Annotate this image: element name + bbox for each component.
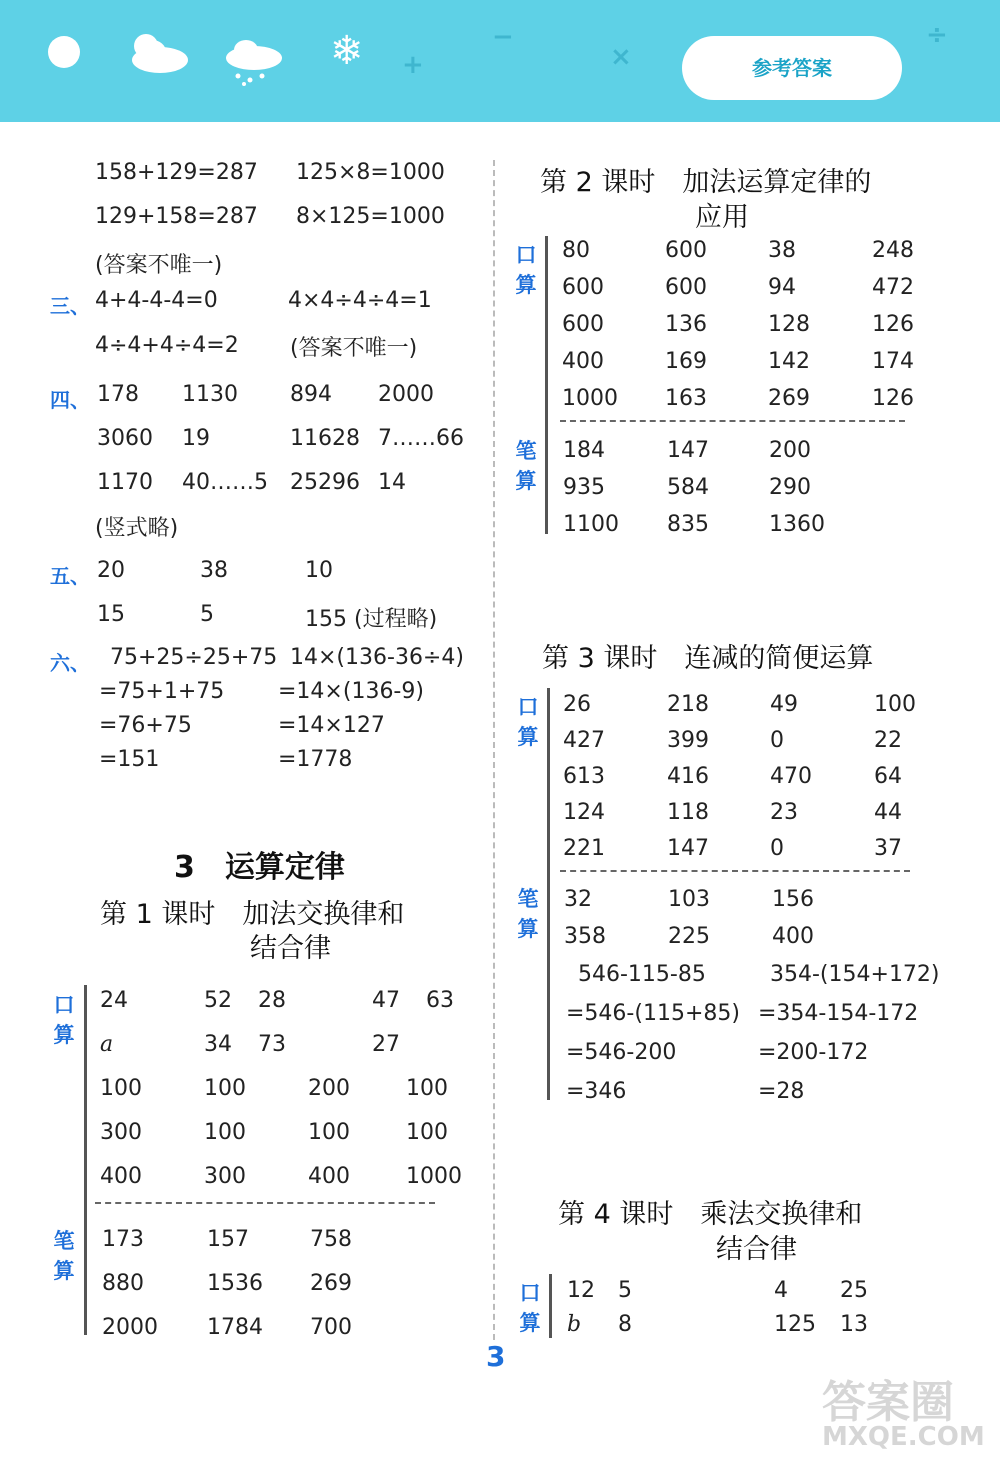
value-cell: 290: [769, 475, 811, 500]
value-cell: =200-172: [758, 1040, 869, 1065]
value-cell: 935: [563, 475, 605, 500]
lesson-title: 第 1 课时 加法交换律和: [100, 899, 405, 930]
minus-icon: −: [492, 22, 514, 52]
text-line: 4+4-4-4=0: [95, 288, 218, 313]
lesson-title: 第 4 课时 乘法交换律和: [558, 1199, 863, 1230]
value-cell: 100: [204, 1076, 246, 1101]
value-cell: 1784: [207, 1315, 263, 1340]
text-line: 8×125=1000: [296, 204, 445, 229]
value-cell: 880: [102, 1271, 144, 1296]
rain-cloud-icon: [222, 36, 286, 88]
page-number: 3: [486, 1340, 506, 1373]
value-cell: 63: [426, 988, 454, 1013]
lesson-title: 第 2 课时 加法运算定律的: [540, 167, 872, 198]
text-line: 125×8=1000: [296, 160, 445, 185]
value-cell: 600: [562, 312, 604, 337]
lesson-title: 结合律: [250, 933, 331, 964]
value-cell: 600: [562, 275, 604, 300]
value-cell: 136: [665, 312, 707, 337]
value-cell: 4: [774, 1278, 788, 1303]
value-cell: 169: [665, 349, 707, 374]
value-cell: =75+1+75: [99, 679, 225, 704]
watermark-url: MXQE.COM: [822, 1422, 985, 1452]
value-cell: 221: [563, 836, 605, 861]
value-cell: =354-154-172: [758, 1001, 919, 1026]
value-cell: 128: [768, 312, 810, 337]
lesson-title: 应用: [695, 202, 749, 233]
value-cell: 163: [665, 386, 707, 411]
value-cell: 155 (过程略): [305, 607, 438, 632]
value-cell: 100: [406, 1120, 448, 1145]
value-cell: 470: [770, 764, 812, 789]
text-line: 129+158=287: [95, 204, 258, 229]
value-cell: 124: [563, 800, 605, 825]
value-cell: 248: [872, 238, 914, 263]
value-cell: 400: [562, 349, 604, 374]
value-cell: 427: [563, 728, 605, 753]
value-cell: 546-115-85: [578, 962, 706, 987]
header-title: 参考答案: [752, 56, 832, 80]
value-cell: 7……66: [378, 426, 464, 451]
value-cell: 142: [768, 349, 810, 374]
value-cell: 100: [100, 1076, 142, 1101]
text-line: 4÷4+4÷4=2: [95, 333, 239, 358]
value-cell: 64: [874, 764, 902, 789]
value-cell: 157: [207, 1227, 249, 1252]
bisuan-label: 笔 算: [53, 1229, 75, 1283]
value-cell: 2000: [102, 1315, 158, 1340]
value-cell: 14×(136-36÷4): [290, 645, 464, 670]
value-cell: 3060: [97, 426, 153, 451]
value-cell: 600: [665, 275, 707, 300]
plus-icon: +: [402, 50, 424, 80]
value-cell: 613: [563, 764, 605, 789]
value-cell: 103: [668, 887, 710, 912]
section-label: 六、: [50, 651, 90, 675]
value-cell: 94: [768, 275, 796, 300]
value-cell: 32: [564, 887, 592, 912]
value-cell: 100: [874, 692, 916, 717]
bisuan-label: 笔 算: [515, 439, 537, 493]
value-cell: 584: [667, 475, 709, 500]
value-cell: 12: [567, 1278, 595, 1303]
bisuan-label: 笔 算: [517, 887, 539, 941]
section-label: 三、: [50, 294, 90, 318]
dashed-separator: [560, 870, 910, 872]
value-cell: 80: [562, 238, 590, 263]
value-cell: 269: [310, 1271, 352, 1296]
lesson-title: 结合律: [716, 1234, 797, 1265]
value-cell: 173: [102, 1227, 144, 1252]
value-cell: 218: [667, 692, 709, 717]
value-cell: 400: [100, 1164, 142, 1189]
value-cell: =14×127: [278, 713, 385, 738]
value-cell: 23: [770, 800, 798, 825]
value-cell: 174: [872, 349, 914, 374]
value-cell: 125: [774, 1312, 816, 1337]
value-cell: 25296: [290, 470, 360, 495]
column-divider: [493, 160, 495, 1340]
side-bar: [84, 985, 87, 1335]
value-cell: 100: [406, 1076, 448, 1101]
value-cell: 49: [770, 692, 798, 717]
value-cell: 38: [768, 238, 796, 263]
sun-icon: [48, 36, 80, 68]
value-cell: 13: [840, 1312, 868, 1337]
value-cell: 835: [667, 512, 709, 537]
value-cell: 758: [310, 1227, 352, 1252]
value-cell: =14×(136-9): [278, 679, 424, 704]
value-cell: 100: [308, 1120, 350, 1145]
value-cell: =346: [566, 1079, 627, 1104]
value-cell: 600: [665, 238, 707, 263]
value-cell: 19: [182, 426, 210, 451]
value-cell: 399: [667, 728, 709, 753]
value-cell: 5: [618, 1278, 632, 1303]
value-cell: 14: [378, 470, 406, 495]
text-line: (竖式略): [95, 516, 179, 541]
value-cell: 5: [200, 602, 214, 627]
value-cell: 700: [310, 1315, 352, 1340]
kousuan-label: 口 算: [517, 695, 539, 749]
value-cell: b: [567, 1312, 582, 1337]
dashed-separator: [95, 1202, 435, 1204]
value-cell: 300: [204, 1164, 246, 1189]
value-cell: 358: [564, 924, 606, 949]
value-cell: 52: [204, 988, 232, 1013]
value-cell: 1100: [563, 512, 619, 537]
value-cell: 25: [840, 1278, 868, 1303]
value-cell: 0: [770, 836, 784, 861]
side-bar: [547, 688, 550, 1100]
text-line: 158+129=287: [95, 160, 258, 185]
value-cell: =546-200: [566, 1040, 677, 1065]
value-cell: =1778: [278, 747, 353, 772]
value-cell: 184: [563, 438, 605, 463]
value-cell: 34: [204, 1032, 232, 1057]
value-cell: 75+25÷25+75: [110, 645, 278, 670]
value-cell: 40……5: [182, 470, 268, 495]
divide-icon: ÷: [926, 20, 948, 50]
value-cell: 1536: [207, 1271, 263, 1296]
value-cell: 400: [772, 924, 814, 949]
text-line: (答案不唯一): [290, 336, 418, 361]
lesson-title: 第 3 课时 连减的简便运算: [542, 643, 874, 674]
value-cell: 147: [667, 438, 709, 463]
value-cell: 26: [563, 692, 591, 717]
value-cell: =76+75: [99, 713, 192, 738]
value-cell: 156: [772, 887, 814, 912]
side-bar: [545, 236, 548, 534]
value-cell: 8: [618, 1312, 632, 1337]
unit-title: 3 运算定律: [174, 850, 345, 885]
value-cell: 1130: [182, 382, 238, 407]
value-cell: 300: [100, 1120, 142, 1145]
value-cell: 416: [667, 764, 709, 789]
value-cell: 11628: [290, 426, 360, 451]
section-label: 四、: [50, 388, 90, 412]
value-cell: =28: [758, 1079, 805, 1104]
value-cell: 126: [872, 386, 914, 411]
value-cell: 472: [872, 275, 914, 300]
watermark-logo: 答案圈: [822, 1377, 954, 1428]
value-cell: =546-(115+85): [566, 1001, 740, 1026]
value-cell: 100: [204, 1120, 246, 1145]
value-cell: 10: [305, 558, 333, 583]
kousuan-label: 口 算: [515, 243, 537, 297]
value-cell: 1170: [97, 470, 153, 495]
kousuan-label: 口 算: [519, 1281, 541, 1335]
value-cell: 47: [372, 988, 400, 1013]
value-cell: 28: [258, 988, 286, 1013]
kousuan-label: 口 算: [53, 993, 75, 1047]
value-cell: 225: [668, 924, 710, 949]
value-cell: 20: [97, 558, 125, 583]
value-cell: 73: [258, 1032, 286, 1057]
text-line: 4×4÷4÷4=1: [288, 288, 432, 313]
value-cell: 200: [308, 1076, 350, 1101]
value-cell: 2000: [378, 382, 434, 407]
value-cell: 269: [768, 386, 810, 411]
value-cell: 178: [97, 382, 139, 407]
dashed-separator: [560, 420, 905, 422]
value-cell: 118: [667, 800, 709, 825]
times-icon: ×: [610, 42, 632, 72]
value-cell: a: [100, 1032, 114, 1057]
value-cell: 44: [874, 800, 902, 825]
value-cell: 24: [100, 988, 128, 1013]
value-cell: =151: [99, 747, 160, 772]
value-cell: 894: [290, 382, 332, 407]
value-cell: 1360: [769, 512, 825, 537]
value-cell: 147: [667, 836, 709, 861]
value-cell: 22: [874, 728, 902, 753]
value-cell: 38: [200, 558, 228, 583]
value-cell: 1000: [406, 1164, 462, 1189]
value-cell: 0: [770, 728, 784, 753]
value-cell: 27: [372, 1032, 400, 1057]
value-cell: 15: [97, 602, 125, 627]
value-cell: 200: [769, 438, 811, 463]
value-cell: 1000: [562, 386, 618, 411]
value-cell: 354-(154+172): [770, 962, 940, 987]
cloud-sun-icon: [122, 30, 190, 76]
value-cell: 126: [872, 312, 914, 337]
section-label: 五、: [50, 564, 90, 588]
value-cell: 37: [874, 836, 902, 861]
side-bar: [549, 1274, 552, 1338]
text-line: (答案不唯一): [95, 253, 223, 278]
value-cell: 400: [308, 1164, 350, 1189]
snowflake-icon: ❄: [330, 28, 364, 74]
